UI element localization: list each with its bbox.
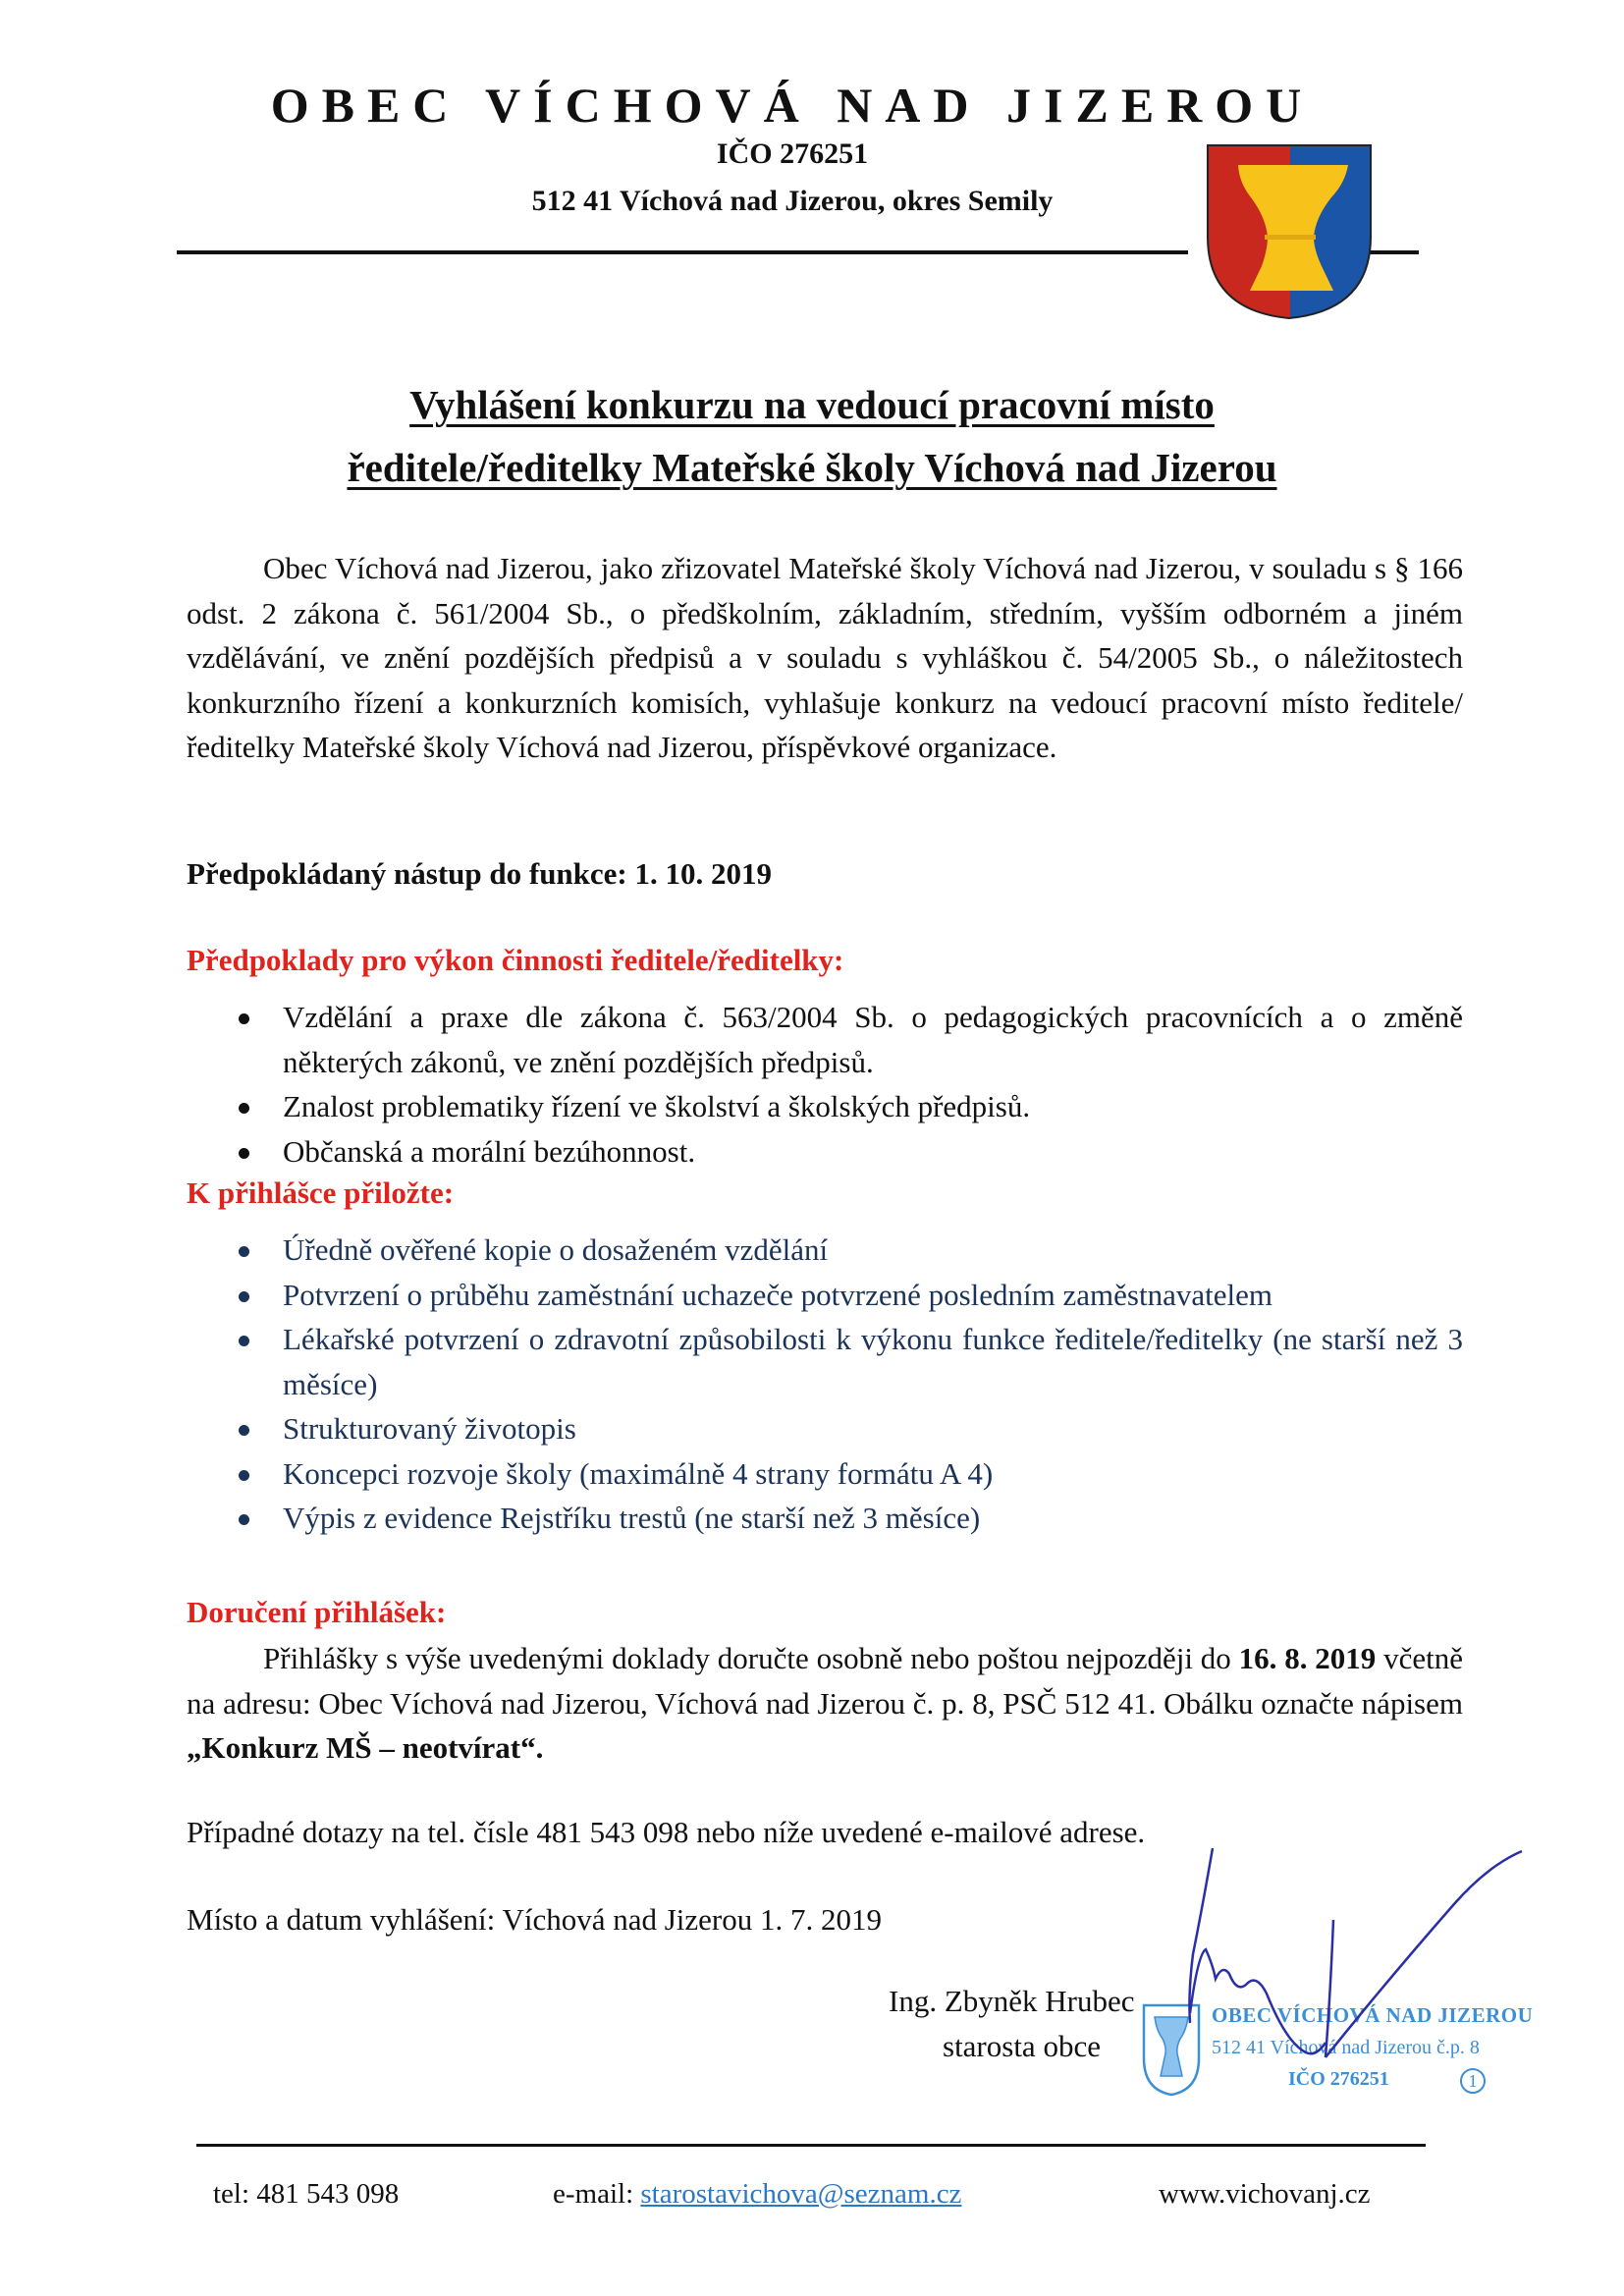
delivery-heading: Doručení přihlášek: (187, 1595, 447, 1629)
envelope-label: „Konkurz MŠ – neotvírat“ (187, 1730, 536, 1765)
bullet-icon (239, 1336, 249, 1346)
list-item-text: Znalost problematiky řízení ve školství a školských předpisů. (283, 1089, 1031, 1123)
stamp-number: 1 (1460, 2068, 1486, 2094)
delivery-period: . (535, 1730, 544, 1765)
list-item-text: Strukturovaný životopis (283, 1411, 576, 1446)
list-item (187, 1451, 1463, 1497)
footer-website[interactable]: www.vichovanj.cz (1159, 2178, 1371, 2210)
email-link[interactable]: starostavichova@seznam.cz (640, 2178, 962, 2210)
bullet-icon (239, 1470, 249, 1481)
list-item-text: Koncepci rozvoje školy (maximálně 4 strany formátu A 4) (283, 1455, 994, 1491)
email-label: e-mail: (553, 2178, 641, 2210)
stamp-line-3: IČO 276251 (1288, 2068, 1389, 2090)
bullet-icon (239, 1425, 249, 1436)
document-title-line2: ředitele/ředitelky Mateřské školy Víchová nad Jizerou (347, 445, 1277, 490)
municipality-name: OBEC VÍCHOVÁ NAD JIZEROU (270, 78, 1315, 133)
attachments-heading: K přihlášce přiložte: (187, 1175, 455, 1210)
list-item-text: Úředně ověřené kopie o dosaženém vzdělání (283, 1232, 829, 1267)
footer-email (553, 2178, 961, 2211)
handwritten-signature-icon (1129, 1846, 1542, 2072)
stamp-line-2: 512 41 Víchová nad Jizerou č.p. 8 (1212, 2037, 1480, 2058)
intro-paragraph: Obec Víchová nad Jizerou, jako zřizovatel Mateřské školy Víchová nad Jizerou, v souladu s § 166 odst. 2 zákona č. 561/2004 Sb., o předškolním, základním, středním, vyšším odborném a jiném vzdělávání, ve znění pozdějších předpisů a v souladu s vyhláškou č. 54/2005 Sb., o náležitostech konkurzního řízení a konkurzních komisích, vyhlašuje konkurz na vedoucí pracovní místo ředitele/ředitelky Mateřské školy Víchová nad Jizerou, příspěvkové organizace. (187, 551, 1463, 764)
delivery-address-text: včetně na adresu: Obec Víchová nad Jizerou, Víchová nad Jizerou č. p. 8, PSČ 512 41. Obálku označte nápisem (187, 1641, 1464, 1721)
list-item (187, 995, 1463, 1084)
list-item-text: Lékařské potvrzení o zdravotní způsobilosti k výkonu funkce ředitele/ředitelky (ne starší než 3 měsíce) (283, 1322, 1463, 1401)
signatory-title: starosta obce (943, 2029, 1101, 2063)
signatory-name: Ing. Zbyněk Hrubec (889, 1984, 1135, 2018)
requirements-list (187, 995, 1463, 1174)
stamp-line-1: OBEC VÍCHOVÁ NAD JIZEROU (1212, 2003, 1534, 2027)
start-date: Předpokládaný nástup do funkce: 1. 10. 2019 (187, 856, 773, 891)
footer-phone: tel: 481 543 098 (213, 2178, 400, 2210)
list-item-text: Vzdělání a praxe dle zákona č. 563/2004 Sb. o pedagogických pracovnících a o změně některých zákonů, ve znění pozdějších předpisů. (283, 1000, 1463, 1079)
list-item (187, 1496, 1463, 1541)
place-and-date: Místo a datum vyhlášení: Víchová nad Jizerou 1. 7. 2019 (187, 1902, 883, 1937)
municipality-address: 512 41 Víchová nad Jizerou, okres Semily (531, 185, 1054, 217)
coat-of-arms-icon (1206, 143, 1373, 320)
bullet-icon (239, 1291, 249, 1302)
footer-rule (196, 2144, 1426, 2147)
list-item (187, 1317, 1463, 1406)
list-item (187, 1406, 1463, 1451)
list-item-text: Potvrzení o průběhu zaměstnání uchazeče potvrzené posledním zaměstnavatelem (283, 1277, 1272, 1312)
bullet-icon (239, 1103, 249, 1114)
delivery-text: Přihlášky s výše uvedenými doklady doručte osobně nebo poštou nejpozději do (263, 1641, 1239, 1675)
ico-number: IČO 276251 (716, 137, 869, 170)
list-item-text: Výpis z evidence Rejstříku trestů (ne starší než 3 měsíce) (283, 1501, 981, 1535)
questions-contact: Případné dotazy na tel. čísle 481 543 098 nebo níže uvedené e-mailové adrese. (187, 1815, 1146, 1849)
deadline-date: 16. 8. 2019 (1238, 1641, 1377, 1675)
attachments-list (187, 1228, 1463, 1541)
header-rule (177, 250, 1188, 254)
delivery-paragraph (187, 1636, 1463, 1771)
list-item (187, 1228, 1463, 1273)
bullet-icon (239, 1013, 249, 1024)
list-item (187, 1273, 1463, 1318)
list-item (187, 1129, 1463, 1175)
document-title-line1: Vyhlášení konkurzu na vedoucí pracovní místo (409, 382, 1215, 427)
bullet-icon (239, 1246, 249, 1257)
list-item (187, 1084, 1463, 1129)
list-item-text: Občanská a morální bezúhonnost. (283, 1133, 696, 1169)
bullet-icon (239, 1514, 249, 1525)
bullet-icon (239, 1148, 249, 1159)
requirements-heading: Předpoklady pro výkon činnosti ředitele/ředitelky: (187, 943, 844, 977)
